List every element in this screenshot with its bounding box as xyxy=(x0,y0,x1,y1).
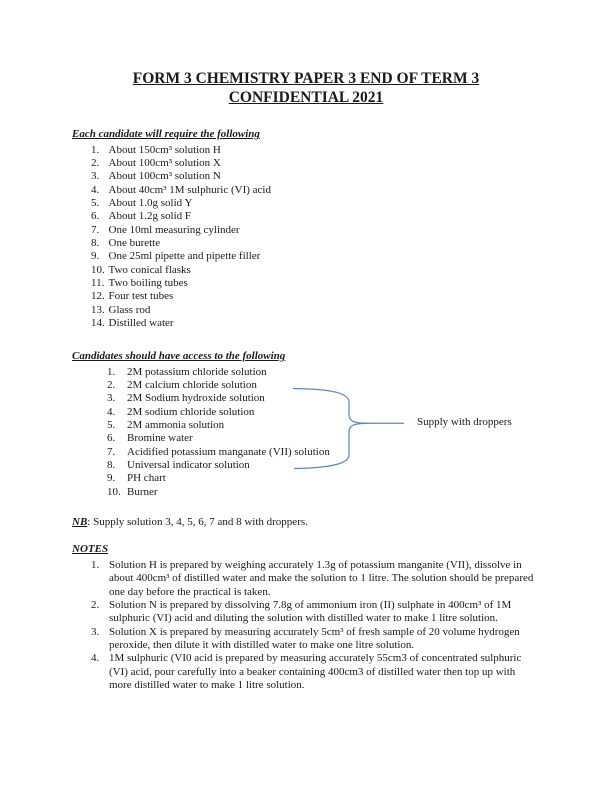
list-item-text: Four test tubes xyxy=(108,290,174,303)
list-item-text: About 1.2g solid F xyxy=(108,210,192,223)
list-item-text: About 100cm³ solution N xyxy=(108,170,221,183)
list-item-number: 10. xyxy=(91,263,105,276)
list-item xyxy=(72,486,540,499)
list-item-number: 14. xyxy=(91,317,105,329)
list-item xyxy=(72,170,540,183)
list-item-number: 2. xyxy=(91,156,100,169)
list-item xyxy=(72,290,540,303)
list-item xyxy=(72,144,540,157)
note-item xyxy=(72,599,540,626)
list-item-text: 2M Sodium hydroxide solution xyxy=(127,392,265,405)
list-item-number: 1. xyxy=(91,143,100,156)
notes-section-heading: NOTES xyxy=(72,543,109,556)
list-item-text: Universal indicator solution xyxy=(127,459,250,472)
list-item xyxy=(72,392,540,405)
note-item-text: 1M sulphuric (VI0 acid is prepared by measuring accurately 55cm3 of concentrated sulphuric (VI) acid, pour carefully into a beaker containing 400cm3 of distilled water then top up with more distilled water to make 1 litre solution. xyxy=(109,652,522,691)
list-item-text: Burner xyxy=(127,485,158,498)
note-item xyxy=(72,559,540,599)
require-section-heading: Each candidate will require the following xyxy=(72,128,260,141)
document-content xyxy=(72,70,540,692)
list-item xyxy=(72,157,540,170)
note-item-number: 3. xyxy=(91,625,100,638)
list-item-text: 2M sodium chloride solution xyxy=(127,405,255,418)
list-item-number: 5. xyxy=(91,196,100,209)
access-section-heading: Candidates should have access to the following xyxy=(72,350,286,363)
require-list xyxy=(72,144,540,331)
notes-list xyxy=(72,559,540,692)
list-item-text: 2M ammonia solution xyxy=(127,419,225,432)
list-item xyxy=(72,277,540,290)
list-item-text: About 100cm³ solution X xyxy=(108,156,221,169)
list-item-number: 2. xyxy=(107,379,116,392)
list-item-text: Bromine water xyxy=(127,432,193,445)
list-item-number: 13. xyxy=(91,303,105,316)
note-item-text: Solution N is prepared by dissolving 7.8g of ammonium iron (II) sulphate in 400cm³ of 1M sulphuric (VI) acid and diluting the solution with distilled water to make 1 litre solution. xyxy=(109,598,512,625)
list-item-text: Two boiling tubes xyxy=(108,276,188,289)
list-item-number: 11. xyxy=(91,276,105,289)
list-item-number: 7. xyxy=(107,445,116,458)
list-item xyxy=(72,406,540,419)
list-item-text: One 25ml pipette and pipette filler xyxy=(108,250,261,263)
list-item-text: 2M potassium chloride solution xyxy=(127,365,267,378)
list-item xyxy=(72,446,540,459)
note-item-number: 2. xyxy=(91,598,100,611)
list-item-text: About 150cm³ solution H xyxy=(108,143,221,156)
list-item-text: One 10ml measuring cylinder xyxy=(108,223,240,236)
note-item xyxy=(72,652,540,692)
note-item-text: Solution X is prepared by measuring accurately 5cm³ of fresh sample of 20 volume hydrogen peroxide, then dilute it with distilled water to make one litre solution. xyxy=(109,625,520,651)
document-title xyxy=(72,70,540,107)
list-item-number: 5. xyxy=(107,419,116,432)
list-item xyxy=(72,197,540,210)
list-item-number: 3. xyxy=(91,170,100,183)
supply-with-droppers-label: Supply with droppers xyxy=(417,416,512,428)
list-item-number: 4. xyxy=(107,405,116,418)
list-item xyxy=(72,250,540,263)
list-item xyxy=(72,459,540,472)
list-item-number: 1. xyxy=(107,365,116,378)
note-item-number: 4. xyxy=(91,652,100,665)
document-title-line-1: FORM 3 CHEMISTRY PAPER 3 END OF TERM 3 xyxy=(132,70,480,87)
nb-text: : Supply solution 3, 4, 5, 6, 7 and 8 with droppers. xyxy=(87,516,308,529)
note-item-text: Solution H is prepared by weighing accurately 1.3g of potassium manganite (VII), dissolve in about 400cm³ of distilled water and make the solution to 1 litre. The solution should be prepared one day before the practical is taken. xyxy=(109,558,534,598)
list-item xyxy=(72,432,540,445)
note-item xyxy=(72,626,540,653)
list-item-text: 2M calcium chloride solution xyxy=(127,379,257,392)
list-item xyxy=(72,419,540,432)
list-item-text: About 40cm³ 1M sulphuric (VI) acid xyxy=(108,183,271,196)
list-item xyxy=(72,366,540,379)
list-item-number: 9. xyxy=(107,472,116,485)
list-item-number: 8. xyxy=(107,459,116,472)
list-item-number: 3. xyxy=(107,392,116,405)
list-item-text: Acidified potassium manganate (VII) solution xyxy=(127,445,330,458)
list-item-number: 6. xyxy=(91,210,100,223)
access-list xyxy=(72,366,540,499)
list-item-text: PH chart xyxy=(127,472,166,485)
list-item xyxy=(72,237,540,250)
list-item-text: One burette xyxy=(108,236,161,249)
list-item xyxy=(72,184,540,197)
list-item-number: 12. xyxy=(91,290,105,303)
list-item-text: Glass rod xyxy=(108,303,151,316)
list-item-number: 8. xyxy=(91,236,100,249)
nb-note xyxy=(72,516,540,529)
list-item-text: Two conical flasks xyxy=(108,263,191,276)
list-item-number: 10. xyxy=(107,485,121,498)
list-item xyxy=(72,264,540,277)
list-item xyxy=(72,224,540,237)
list-item xyxy=(72,304,540,317)
list-item-number: 7. xyxy=(91,223,100,236)
note-item-number: 1. xyxy=(91,558,100,571)
nb-label: NB xyxy=(72,516,88,529)
list-item xyxy=(72,472,540,485)
list-item xyxy=(72,379,540,392)
list-item-text: Distilled water xyxy=(108,317,174,329)
list-item-number: 9. xyxy=(91,250,100,263)
list-item-number: 4. xyxy=(91,183,100,196)
list-item-text: About 1.0g solid Y xyxy=(108,196,193,209)
list-item xyxy=(72,317,540,330)
document-title-line-2: CONFIDENTIAL 2021 xyxy=(228,88,384,106)
list-item-number: 6. xyxy=(107,432,116,445)
list-item xyxy=(72,210,540,223)
